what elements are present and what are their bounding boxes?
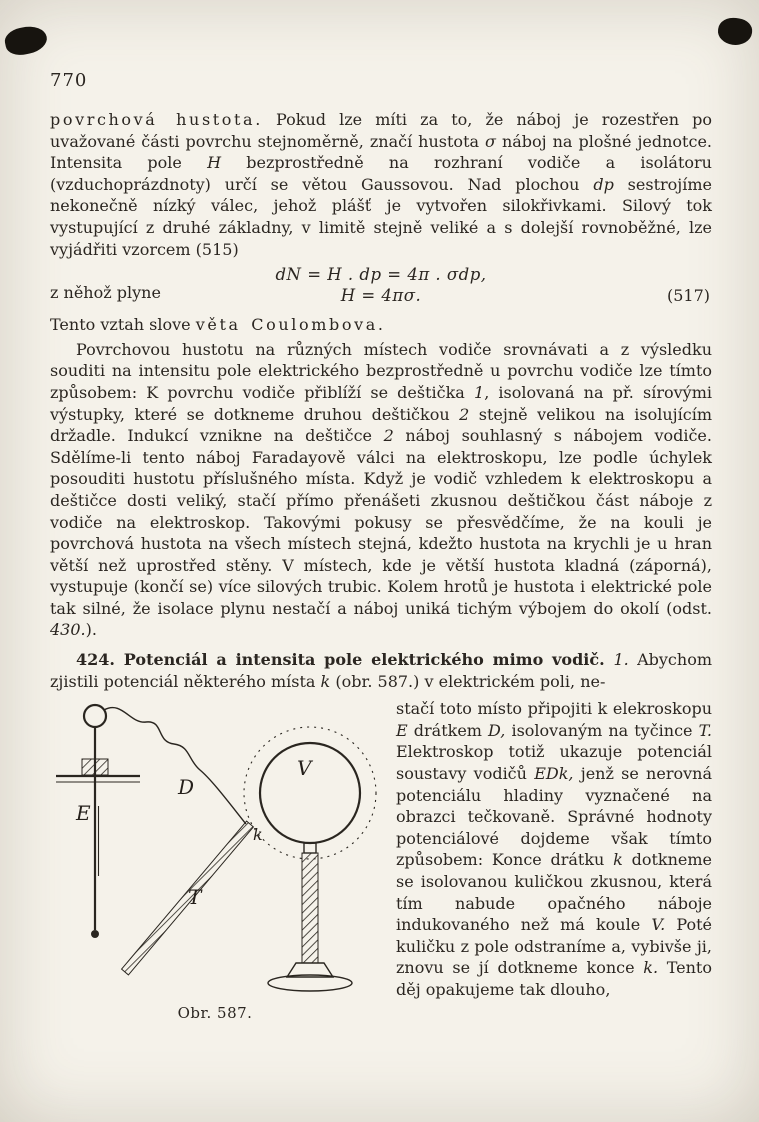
scan-artifact-top-left <box>3 23 50 58</box>
figure-caption: Obr. 587. <box>177 1004 253 1023</box>
column-text <box>396 698 712 1000</box>
formula-h-4pisigma: H = 4πσ. <box>340 286 422 306</box>
text-run: Tento vztah slove <box>50 315 196 335</box>
text-run: ). <box>85 620 97 640</box>
page-number: 770 <box>50 70 88 91</box>
label-k-ref: k <box>613 850 623 870</box>
label-v-ref: V. <box>651 915 666 935</box>
text-run: náboj souhlasný s nábojem vodiče. Sdělíme-li tento náboj Faradayově válci na elektroskopu, lze podle úchylek posouditi hustotu příslušného místa. Když je vodič vzhledem k elektroskopu a deštičce dosti veliký, stačí přímo přenášeti zkusnou deštičkou část náboje z vodiče na elektroskop. Takovými pokusy se přesvědčíme, že na kouli je povrchová hustota na všech místech stejná, kdežto hustota na krychli je u hran větší než uprostřed stěny. V místech, kde je větší hustota kladná (záporná), vystupuje (končí se) více silových trubic. Kolem hrotů je hustota i elektrické pole tak silné, že isolace plynu nestačí a náboj uniká tichým výbojem do okolí (odst. <box>50 426 712 618</box>
text-run: Povrchovou hustotu na různých místech vodiče srovnávati a z výsledku souditi na intensitu pole elektrického bezprostředně u povrchu vodiče lze tímto způsobem: K povrchu vodiče přiblíží se deštička <box>50 339 712 402</box>
label-t-ref: T. <box>698 720 712 740</box>
formula-517-row <box>50 283 712 308</box>
figure-label-e: E <box>76 801 91 826</box>
figure-587-drawing <box>50 698 380 998</box>
emphasized-term-coulomb: věta Coulombova <box>195 315 378 335</box>
label-edk-ref: EDk, <box>534 764 574 784</box>
page-content <box>50 70 712 1022</box>
subsection-number: 1. <box>613 650 629 670</box>
label-e-ref: E <box>396 720 408 740</box>
stand-neck <box>304 843 316 853</box>
figure-label-k: k <box>253 825 263 845</box>
plate-2-ref: 2 <box>383 426 394 446</box>
label-k-ref: k. <box>643 958 659 978</box>
section-424-heading <box>50 649 712 692</box>
emphasized-term: povrchová hustota. <box>50 110 263 129</box>
equation-number-517: (517) <box>666 286 710 306</box>
math-symbol-sigma: σ <box>485 131 496 151</box>
wire-d <box>104 708 246 824</box>
text-run: drátkem <box>407 720 489 740</box>
figure-label-d: D <box>178 775 195 800</box>
clamp-hatched-block <box>82 759 108 775</box>
text-run: Pokud lze míti za to, že náboj je rozestřen po uvažované části povrchu stejnoměrně, značí hustota <box>50 110 712 151</box>
plate-2-ref: 2 <box>459 404 470 424</box>
section-gap <box>50 641 712 649</box>
text-run: Poté kuličku z pole odstraníme a, vybivše ji, znovu se jí dotkneme konce <box>396 915 713 978</box>
sentence-coulomb <box>50 314 712 336</box>
text-run: Elektroskop totiž ukazuje potenciál soustavy vodičů <box>396 742 712 784</box>
figure-label-v: V <box>297 756 312 781</box>
section-430-ref: 430. <box>50 620 86 640</box>
paragraph-povrchovou-hustotu <box>50 339 712 641</box>
text-run: stačí toto místo připojiti k elekroskopu <box>396 699 712 719</box>
text-run: náboj na plošné jednotce. Intensita pole <box>50 131 712 173</box>
text-run: bezprostředně na rozhraní vodiče a isolátoru (vzduchoprázdnoty) určí se větou Gaussovou. Nad plochou <box>50 153 712 194</box>
formula-515-line <box>50 265 712 284</box>
scan-artifact-top-right <box>716 16 753 47</box>
plate-1-ref: 1 <box>474 382 485 402</box>
text-run: isolovaným na tyčince <box>505 720 699 740</box>
text-run: , isolovaná na př. sírovými výstupky, které se dotkneme druhou deštičkou <box>50 382 712 424</box>
figure-text-section <box>50 698 712 1022</box>
label-d-ref: D, <box>488 720 506 740</box>
section-heading-bold: 424. Potenciál a intensita pole elektrického mimo vodič. <box>76 650 614 670</box>
text-run: Tento děj opakujeme tak dlouho, <box>396 958 712 999</box>
paragraph-povrchova-hustota <box>50 109 712 260</box>
formula-dn: dN = H . dp = 4π . σdp, <box>275 265 487 285</box>
stand-column <box>302 853 318 963</box>
text-run: Abychom zjistili potenciál některého místa <box>50 650 713 691</box>
electroscope-ball <box>84 705 106 727</box>
text-run: stejně velikou na isolujícím držadle. Indukcí vznikne na deštičce <box>50 404 712 446</box>
figure-label-t: T <box>188 885 202 910</box>
math-symbol-dp: dp <box>593 174 614 194</box>
text-run: sestrojíme nekonečně nízký válec, jehož plášť je vytvořen silokřivkami. Silový tok vystupující z druhé základny, v limitě stejně veliké a s dolejší rovnoběžné, lze vyjádřiti vzorcem (515) <box>50 174 713 259</box>
text-run: . <box>377 315 383 335</box>
figure-587 <box>50 698 380 1022</box>
point-k-ref: k <box>320 671 331 691</box>
connector-text: z něhož plyne <box>50 283 161 303</box>
text-run: dotkneme se isolovanou kuličkou zkusnou, která tím nabude opačného náboje indukovaného než má koule <box>396 850 712 935</box>
electroscope-bottom-ball <box>91 930 99 938</box>
text-run: (obr. 587.) v elektrickém poli, ne- <box>330 671 606 691</box>
math-symbol-h: H <box>207 153 222 173</box>
column-paragraph <box>396 698 712 1000</box>
text-run: jenž se nerovná potenciálu hladiny vyznačené na obrazci tečkovaně. Správné hodnoty potenciálové dojdeme však tímto způsobem: Konce drátku <box>396 764 712 870</box>
